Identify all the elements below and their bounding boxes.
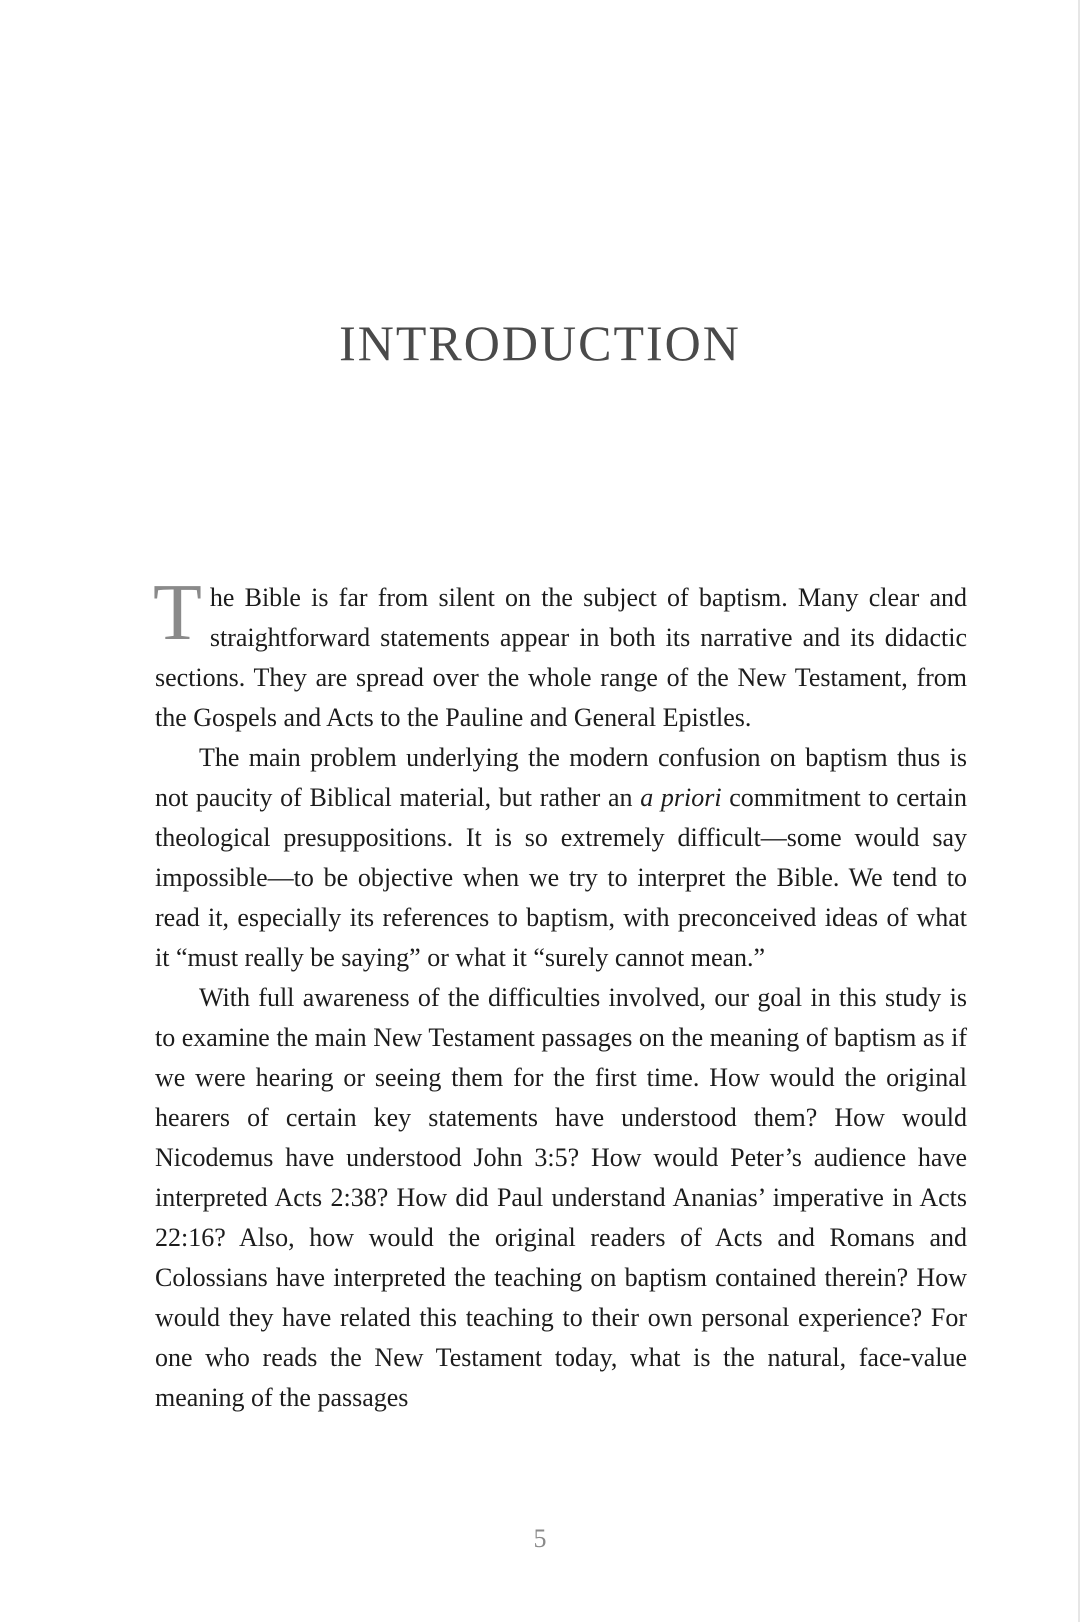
page-number: 5 — [533, 1524, 547, 1553]
chapter-title: INTRODUCTION — [339, 315, 741, 371]
italic-phrase: a priori — [640, 783, 722, 812]
paragraph-2-text-b: commitment to certain theological presuppositions. It is so extremely difficult—some would say impossible—to be objective when we try to interpret the Bible. We tend to read it, especially its references to baptism, with preconceived ideas of what it “must really be saying” or what it “surely cannot mean.” — [155, 783, 968, 972]
drop-cap: T — [153, 569, 202, 657]
paragraph-2 — [155, 738, 967, 978]
paragraph-1 — [153, 569, 967, 738]
paragraph-2-text-a: The main problem underlying the modern confusion on baptism thus is not paucity of Biblical material, but rather an — [155, 743, 967, 812]
body-text — [153, 569, 968, 1418]
paragraph-1-text: he Bible is far from silent on the subject of baptism. Many clear and straightforward statements appear in both its narrative and its didactic sections. They are spread over the whole range of the New Testament, from the Gospels and Acts to the Pauline and General Epistles. — [155, 583, 967, 732]
paragraph-3: With full awareness of the difficulties involved, our goal in this study is to examine the main New Testament passages on the meaning of baptism as if we were hearing or seeing them for the first time. How would the original hearers of certain key statements have understood them? How would Nicodemus have understood John 3:5? How would Peter’s audience have interpreted Acts 2:38? How did Paul understand Ananias’ imperative in Acts 22:16? Also, how would the original readers of Acts and Romans and Colossians have interpreted the teaching on baptism contained therein? How would they have related this teaching to their own personal experience? For one who reads the New Testament today, what is the natural, face-value meaning of the passages — [155, 983, 967, 1412]
